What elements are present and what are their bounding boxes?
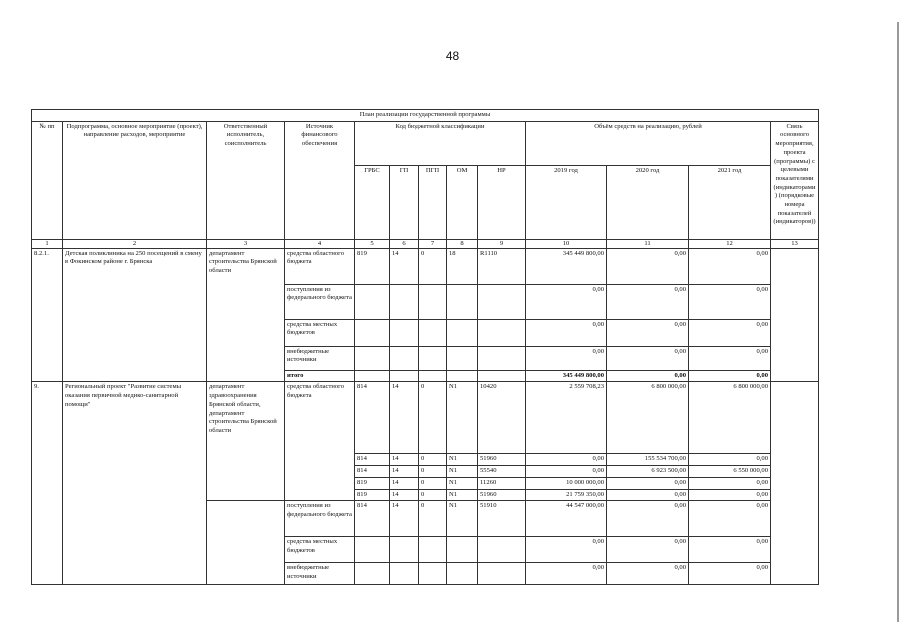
column-number-12: 12: [689, 239, 771, 248]
column-number-4: 4: [285, 239, 355, 248]
om-cell: N1: [447, 501, 478, 537]
header-program: Подпрограмма, основное мероприятие (проект), направление расходов, мероприятие: [63, 121, 207, 239]
pgp-cell: [419, 319, 447, 346]
block2-name: Региональный проект "Развитие системы оказания первичной медико-санитарной помощи": [63, 382, 207, 585]
amount-2021-cell: 0,00: [689, 537, 771, 563]
pgp-cell: 0: [419, 466, 447, 478]
column-number-8: 8: [447, 239, 478, 248]
amount-2020-cell: 0,00: [607, 248, 689, 284]
om-cell: [447, 563, 478, 585]
amount-2021-cell: 0,00: [689, 477, 771, 489]
grbs-cell: [355, 370, 390, 382]
om-cell: [447, 370, 478, 382]
grbs-cell: [355, 563, 390, 585]
column-number-2: 2: [63, 239, 207, 248]
pgp-cell: [419, 370, 447, 382]
amount-2019-cell: 10 000 000,00: [526, 477, 607, 489]
amount-2021-cell: 0,00: [689, 454, 771, 466]
om-cell: [447, 284, 478, 319]
amount-2019-cell: 44 547 000,00: [526, 501, 607, 537]
table-title: План реализации государственной программы: [32, 110, 819, 122]
column-number-1: 1: [32, 239, 63, 248]
header-code-4: НР: [478, 165, 526, 239]
nr-cell: 51910: [478, 501, 526, 537]
grbs-cell: 814: [355, 466, 390, 478]
nr-cell: [478, 346, 526, 370]
grbs-cell: 814: [355, 382, 390, 454]
source-cell: внебюджетные источники: [285, 346, 355, 370]
header-year-2: 2021 год: [689, 165, 771, 239]
gp-cell: 14: [390, 477, 419, 489]
block1-executor: департамент строительства Брянской области: [207, 248, 285, 382]
amount-2020-cell: 0,00: [607, 477, 689, 489]
header-amount: Объём средств на реализацию, рублей: [526, 121, 771, 165]
amount-2021-cell: 0,00: [689, 489, 771, 501]
column-number-9: 9: [478, 239, 526, 248]
nr-cell: [478, 537, 526, 563]
om-cell: N1: [447, 477, 478, 489]
total-2019-cell: 345 449 800,00: [526, 370, 607, 382]
nr-cell: [478, 284, 526, 319]
om-cell: N1: [447, 466, 478, 478]
block2-executor: департамент здравоохранения Брянской области, департамент строительства Брянской области: [207, 382, 285, 501]
budget-plan-table: [31, 109, 819, 585]
column-number-3: 3: [207, 239, 285, 248]
amount-2021-cell: 0,00: [689, 319, 771, 346]
header-budget-code: Код бюджетной классификации: [355, 121, 526, 165]
grbs-cell: [355, 346, 390, 370]
nr-cell: 55540: [478, 466, 526, 478]
header-year-0: 2019 год: [526, 165, 607, 239]
header-code-2: ПГП: [419, 165, 447, 239]
header-code-3: ОМ: [447, 165, 478, 239]
gp-cell: 14: [390, 501, 419, 537]
pgp-cell: 0: [419, 382, 447, 454]
nr-cell: [478, 319, 526, 346]
grbs-cell: 814: [355, 454, 390, 466]
page-number: 48: [445, 49, 460, 63]
gp-cell: [390, 346, 419, 370]
om-cell: [447, 537, 478, 563]
amount-2021-cell: 0,00: [689, 248, 771, 284]
grbs-cell: 814: [355, 501, 390, 537]
gp-cell: 14: [390, 454, 419, 466]
grbs-cell: 819: [355, 248, 390, 284]
amount-2019-cell: 345 449 800,00: [526, 248, 607, 284]
nr-cell: 11260: [478, 477, 526, 489]
amount-2021-cell: 6 550 000,00: [689, 466, 771, 478]
header-code-0: ГРБС: [355, 165, 390, 239]
om-cell: [447, 346, 478, 370]
pgp-cell: 0: [419, 454, 447, 466]
scan-edge-line: [897, 22, 899, 622]
om-cell: N1: [447, 454, 478, 466]
om-cell: N1: [447, 489, 478, 501]
header-code-1: ГП: [390, 165, 419, 239]
pgp-cell: 0: [419, 501, 447, 537]
amount-2019-cell: 2 559 708,23: [526, 382, 607, 454]
source-cell: поступления из федерального бюджета: [285, 284, 355, 319]
amount-2019-cell: 0,00: [526, 454, 607, 466]
source-cell: средства местных бюджетов: [285, 319, 355, 346]
amount-2020-cell: 0,00: [607, 501, 689, 537]
gp-cell: 14: [390, 489, 419, 501]
block1-name: Детская поликлиника на 250 посещений в смену в Фокинском районе г. Брянска: [63, 248, 207, 382]
amount-2019-cell: 21 759 350,00: [526, 489, 607, 501]
amount-2020-cell: 0,00: [607, 346, 689, 370]
column-number-6: 6: [390, 239, 419, 248]
column-number-row: [32, 239, 819, 248]
source-cell: средства областного бюджета: [285, 248, 355, 284]
amount-2020-cell: 155 534 700,00: [607, 454, 689, 466]
om-cell: 18: [447, 248, 478, 284]
gp-cell: [390, 370, 419, 382]
gp-cell: [390, 537, 419, 563]
source-cell: средства местных бюджетов: [285, 537, 355, 563]
amount-2019-cell: 0,00: [526, 319, 607, 346]
pgp-cell: [419, 346, 447, 370]
om-cell: N1: [447, 382, 478, 454]
amount-2020-cell: 0,00: [607, 489, 689, 501]
gp-cell: 14: [390, 382, 419, 454]
block2-no: 9.: [32, 382, 63, 585]
gp-cell: [390, 563, 419, 585]
gp-cell: [390, 319, 419, 346]
amount-2020-cell: 0,00: [607, 563, 689, 585]
pgp-cell: [419, 537, 447, 563]
column-number-5: 5: [355, 239, 390, 248]
nr-cell: [478, 563, 526, 585]
grbs-cell: 819: [355, 489, 390, 501]
total-label: итого: [285, 370, 355, 382]
amount-2019-cell: 0,00: [526, 537, 607, 563]
header-no: № пп: [32, 121, 63, 239]
column-number-10: 10: [526, 239, 607, 248]
column-number-13: 13: [771, 239, 819, 248]
amount-2019-cell: 0,00: [526, 466, 607, 478]
amount-2019-cell: 0,00: [526, 563, 607, 585]
block2-executor-cont: [207, 501, 285, 585]
grbs-cell: 819: [355, 477, 390, 489]
amount-2021-cell: 6 800 000,00: [689, 382, 771, 454]
amount-2020-cell: 0,00: [607, 284, 689, 319]
pgp-cell: 0: [419, 248, 447, 284]
amount-2021-cell: 0,00: [689, 284, 771, 319]
grbs-cell: [355, 284, 390, 319]
amount-2020-cell: 6 923 500,00: [607, 466, 689, 478]
block2-regional-source: средства областного бюджета: [285, 382, 355, 501]
gp-cell: [390, 284, 419, 319]
block1-no: 8.2.1.: [32, 248, 63, 382]
grbs-cell: [355, 537, 390, 563]
column-number-11: 11: [607, 239, 689, 248]
block2-link: [771, 382, 819, 585]
om-cell: [447, 319, 478, 346]
nr-cell: 51960: [478, 489, 526, 501]
nr-cell: 51960: [478, 454, 526, 466]
source-cell: внебюджетные источники: [285, 563, 355, 585]
total-2020-cell: 0,00: [607, 370, 689, 382]
header-year-1: 2020 год: [607, 165, 689, 239]
amount-2020-cell: 0,00: [607, 537, 689, 563]
amount-2021-cell: 0,00: [689, 346, 771, 370]
column-number-7: 7: [419, 239, 447, 248]
gp-cell: 14: [390, 466, 419, 478]
block1-link: [771, 248, 819, 382]
header-link: Связь основного мероприятия, проекта (программы) с целевыми показателями (индикаторами) (порядковые номера показателей (индикаторов)): [771, 121, 819, 239]
pgp-cell: [419, 284, 447, 319]
gp-cell: 14: [390, 248, 419, 284]
amount-2020-cell: 6 800 000,00: [607, 382, 689, 454]
amount-2019-cell: 0,00: [526, 284, 607, 319]
total-2021-cell: 0,00: [689, 370, 771, 382]
header-source: Источник финансового обеспечения: [285, 121, 355, 239]
source-cell: поступления из федерального бюджета: [285, 501, 355, 537]
amount-2020-cell: 0,00: [607, 319, 689, 346]
pgp-cell: [419, 563, 447, 585]
nr-cell: 10420: [478, 382, 526, 454]
nr-cell: R1110: [478, 248, 526, 284]
header-executor: Ответственный исполнитель, соисполнитель: [207, 121, 285, 239]
amount-2019-cell: 0,00: [526, 346, 607, 370]
amount-2021-cell: 0,00: [689, 563, 771, 585]
amount-2021-cell: 0,00: [689, 501, 771, 537]
nr-cell: [478, 370, 526, 382]
pgp-cell: 0: [419, 489, 447, 501]
pgp-cell: 0: [419, 477, 447, 489]
grbs-cell: [355, 319, 390, 346]
